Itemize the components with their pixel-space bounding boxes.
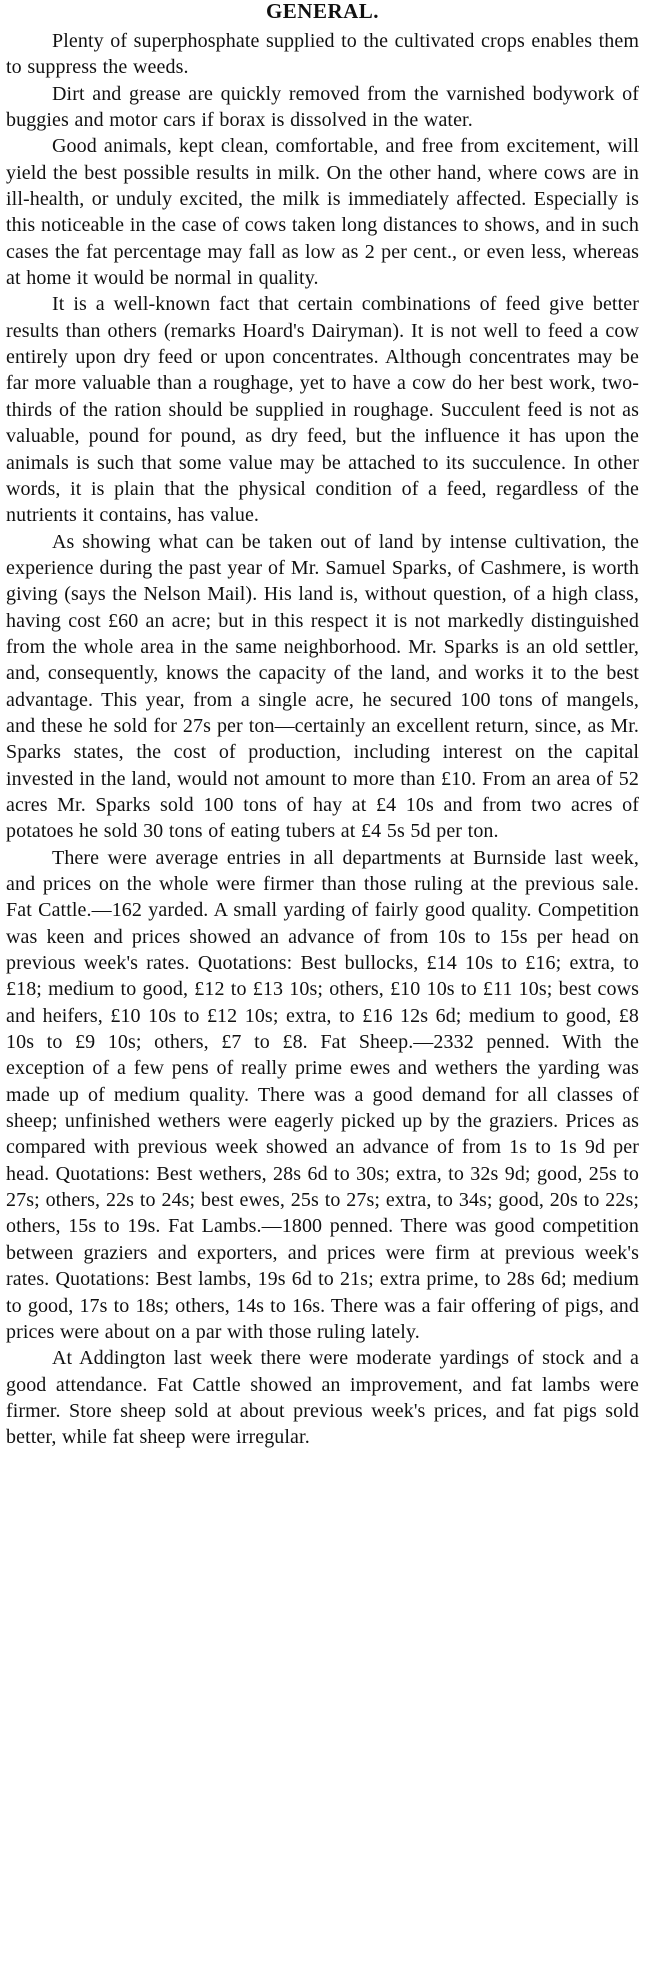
paragraph-feed-combinations: It is a well-known fact that certain combinations of feed give better results than others (remarks Hoard's Dairyman). It is not well to feed a cow entirely upon dry feed or upon concentrates. Although concentrates may be far more valuable than a roughage, yet to have a cow do her best work, two-thirds of the ration should be supplied in roughage. Succulent feed is not as valuable, pound for pound, as dry feed, but the influence it has upon the animals is such that some value may be attached to its succulence. In other words, it is plain that the physical condition of a feed, regardless of the nutrients it contains, has value. bbox=[6, 293, 639, 527]
section-heading: GENERAL. bbox=[265, 0, 380, 23]
paragraph-borax: Dirt and grease are quickly removed from the varnished bodywork of buggies and motor cars if borax is dissolved in the water. bbox=[6, 82, 639, 132]
paragraph-addington-sale: At Addington last week there were moderate yardings of stock and a good attendance. Fat Cattle showed an improvement, and fat lambs were firmer. Store sheep sold at about previous week's prices, and fat pigs sold better, while fat sheep were irregular. bbox=[6, 1347, 639, 1449]
paragraph-good-animals: Good animals, kept clean, comfortable, and free from excitement, will yield the best possible results in milk. On the other hand, where cows are in ill-health, or unduly excited, the milk is immediately affected. Especially is this noticeable in the case of cows taken long distances to shows, and in such cases the fat percentage may fall as low as 2 per cent., or even less, whereas at home it would be normal in quality. bbox=[6, 135, 639, 290]
paragraph-intense-cultivation: As showing what can be taken out of land by intense cultivation, the experience during the past year of Mr. Samuel Sparks, of Cashmere, is worth giving (says the Nelson Mail). His land is, without question, of a high class, having cost £60 an acre; but in this respect it is not markedly distinguished from the whole area in the same neighborhood. Mr. Sparks is an old settler, and, consequently, knows the capacity of the land, and works it to the best advantage. This year, from a single acre, he secured 100 tons of mangels, and these he sold for 27s per ton—certainly an excellent return, since, as Mr. Sparks states, the cost of production, including interest on the capital invested in the land, would not amount to more than £10. From an area of 52 acres Mr. Sparks sold 100 tons of hay at £4 10s and from two acres of potatoes he sold 30 tons of eating tubers at £4 5s 5d per ton. bbox=[6, 530, 639, 843]
paragraph-burnside-sale: There were average entries in all departments at Burnside last week, and prices on the whole were firmer than those ruling at the previous sale. Fat Cattle.—162 yarded. A small yarding of fairly good quality. Competition was keen and prices showed an advance of from 10s to 15s per head on previous week's rates. Quotations: Best bullocks, £14 10s to £16; extra, to £18; medium to good, £12 to £13 10s; others, £10 10s to £11 10s; best cows and heifers, £10 10s to £12 10s; extra, to £16 12s 6d; medium to good, £8 10s to £9 10s; others, £7 to £8. Fat Sheep.—2332 penned. With the exception of a few pens of really prime ewes and wethers the yarding was made up of medium quality. There was a good demand for all classes of sheep; unfinished wethers were eagerly picked up by the graziers. Prices as compared with previous week showed an advance of from 1s to 1s 9d per head. Quotations: Best wethers, 28s 6d to 30s; extra, to 32s 9d; good, 25s to 27s; others, 22s to 24s; best ewes, 25s to 27s; extra, to 34s; good, 20s to 22s; others, 15s to 19s. Fat Lambs.—1800 penned. There was good competition between graziers and exporters, and prices were firm at previous week's rates. Quotations: Best lambs, 19s 6d to 21s; extra prime, to 28s 6d; medium to good, 17s to 18s; others, 14s to 16s. There was a fair offering of pigs, and prices were about on a par with those ruling lately. bbox=[6, 846, 639, 1343]
paragraph-superphosphate: Plenty of superphosphate supplied to the cultivated crops enables them to suppress the weeds. bbox=[6, 30, 639, 79]
